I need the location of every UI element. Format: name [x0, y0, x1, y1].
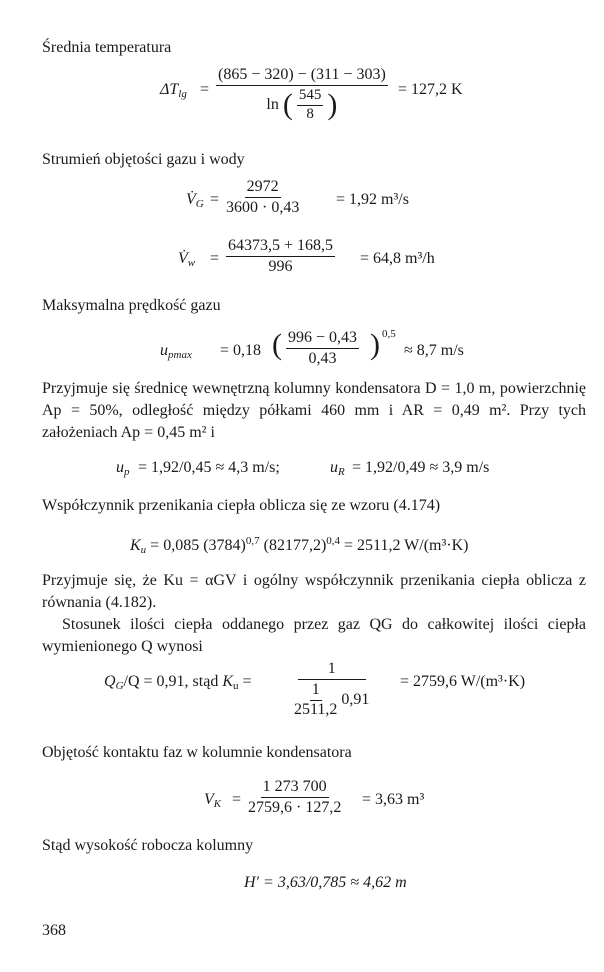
- eq-vk-fraction: [248, 778, 341, 817]
- eq-vg-numerator: 2972: [245, 178, 281, 198]
- eq-umax-left-paren: (: [272, 328, 282, 361]
- eq-dt-ln: ln: [266, 96, 279, 113]
- eq-vw-equals: =: [210, 250, 220, 267]
- eq-ku-lhs: $K_u$: [130, 537, 147, 556]
- eq-dt-result: = 127,2 K: [398, 81, 463, 98]
- paragraph-ratio: Stosunek ilości ciepła oddanego przez gaz QG do całkowitej ilości ciepła wymienionego Q wynosi: [42, 616, 586, 655]
- paragraph-assumption-2: Przyjmuje się, że Ku = αGV i ogólny współczynnik przenikania ciepła oblicza z równania (4.182).: [42, 572, 586, 611]
- eq-vk-lhs: $V_K$: [204, 791, 222, 810]
- eq-dt-inner-num: 545: [297, 87, 324, 106]
- eq-vw-numerator: 64373,5 + 168,5: [226, 237, 335, 257]
- eq-vw-result: = 64,8 m³/h: [360, 250, 435, 267]
- eq-vw-denominator: 996: [268, 258, 293, 275]
- eq-ku-result: = 2511,2 W/(m³·K): [344, 537, 469, 554]
- eq-qg-result: = 2759,6 W/(m³·K): [400, 673, 526, 690]
- eq-vk-result: = 3,63 m³: [362, 791, 425, 808]
- eq-vk-denominator: 2759,6 · 127,2: [248, 799, 342, 816]
- eq-dt-inner-fraction: [297, 87, 324, 123]
- equation-height: H′ = 3,63/0,785 ≈ 4,62 m: [244, 874, 407, 891]
- section-title-flow: Strumień objętości gazu i wody: [42, 151, 245, 168]
- eq-qg-inner-rest: 0,91: [341, 691, 370, 708]
- eq-qg-denominator: [294, 680, 369, 719]
- eq-vg-fraction: [226, 178, 299, 217]
- eq-qg-lhs: $Q_G/Q = 0,91$, stąd $K_u$ =: [104, 673, 252, 692]
- eq-vk-numerator: 1 273 700: [261, 778, 329, 798]
- eq-umax-numerator: 996 − 0,43: [286, 329, 359, 349]
- eq-dt-left-paren: (: [282, 88, 293, 121]
- eq-dt-denominator: [266, 86, 337, 123]
- eq-dt-numerator: (865 − 320) − (311 − 303): [216, 66, 388, 86]
- eq-umax-exponent: 0,5: [382, 328, 396, 340]
- eq-up-symbol: $u_p$: [116, 459, 130, 478]
- eq-umax-result: ≈ 8,7 m/s: [404, 342, 464, 359]
- section-title-height: Stąd wysokość robocza kolumny: [42, 837, 254, 854]
- eq-umax-fraction: [286, 329, 359, 368]
- eq-vg-lhs: $V̇_G$: [186, 191, 204, 210]
- eq-vw-fraction: [226, 237, 335, 276]
- equation-ku: [130, 535, 468, 557]
- eq-vw-lhs: $V̇_w$: [178, 250, 196, 269]
- page-number: 368: [42, 922, 66, 939]
- eq-dt-lhs: $\Delta T_{lg}$: [160, 81, 187, 100]
- paragraph-coef-intro: Współczynnik przenikania ciepła oblicza się ze wzoru (4.174): [42, 497, 441, 514]
- eq-ku-exp2: 0,4: [326, 535, 341, 547]
- eq-dt-equals: =: [200, 81, 210, 98]
- eq-dt-inner-den: 8: [306, 106, 314, 122]
- section-title-volume: Objętość kontaktu faz w kolumnie kondensatora: [42, 744, 352, 761]
- eq-umax-right-paren: ): [370, 328, 380, 361]
- eq-qg-fraction: [294, 660, 369, 719]
- eq-ku-part1: = 0,085 (3784): [150, 537, 246, 554]
- eq-qg-inner-fraction: [294, 681, 337, 719]
- eq-umax-coef: = 0,18: [220, 342, 262, 359]
- section-title-max-speed: Maksymalna prędkość gazu: [42, 297, 221, 314]
- eq-ku-part2: (82177,2): [263, 537, 327, 554]
- eq-qg-inner-num: 1: [310, 681, 322, 701]
- eq-vg-equals: =: [210, 191, 220, 208]
- eq-vk-equals: =: [232, 791, 242, 808]
- eq-ur-symbol: $u_R$: [330, 459, 345, 478]
- eq-dt-fraction: [216, 66, 388, 123]
- eq-up-value: = 1,92/0,45 ≈ 4,3 m/s;: [138, 459, 280, 476]
- eq-ur-value: = 1,92/0,49 ≈ 3,9 m/s: [352, 459, 490, 476]
- eq-qg-numerator: 1: [298, 660, 366, 680]
- paragraph-assumptions: Przyjmuje się średnicę wewnętrzną kolumny kondensatora D = 1,0 m, powierzchnię Ap = 50%, odległość między półkami 460 mm i AR = 0,49 m². Przy tych założeniach Ap = 0,45 m² i: [42, 380, 586, 441]
- eq-umax-denominator: 0,43: [308, 350, 337, 367]
- eq-vg-denominator: 3600 · 0,43: [226, 199, 300, 216]
- eq-qg-inner-den: 2511,2: [294, 701, 338, 718]
- eq-ku-exp1: 0,7: [245, 535, 260, 547]
- eq-vg-result: = 1,92 m³/s: [336, 191, 409, 208]
- eq-dt-right-paren: ): [327, 88, 338, 121]
- section-title-avg-temp: Średnia temperatura: [42, 39, 172, 56]
- eq-umax-lhs: $u_{pmax}$: [160, 342, 192, 361]
